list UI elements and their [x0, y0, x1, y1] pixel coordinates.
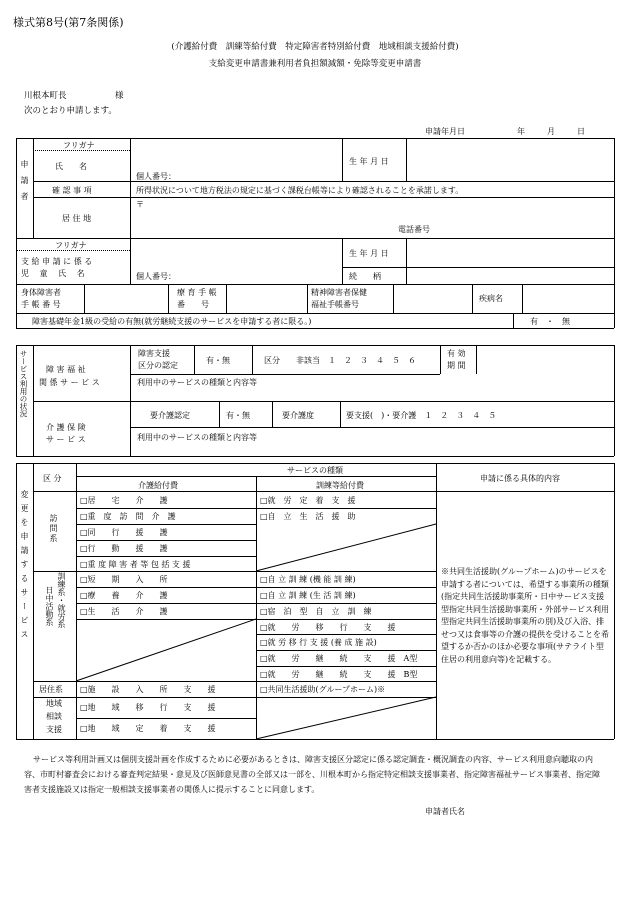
- physical-handbook-label-2: 手 帳 番 号: [21, 300, 61, 309]
- care-cert-yes-no: 有・無: [226, 411, 250, 420]
- checkbox-employment-transition[interactable]: □就 労 移 行 支 援: [260, 623, 396, 632]
- postal-mark: 〒: [136, 200, 144, 209]
- disease-label: 疾病名: [479, 294, 503, 303]
- category-values: 非該当 １ ２ ３ ４ ５ ６: [296, 356, 416, 365]
- checkbox-accompany-support[interactable]: □同 行 援 護: [80, 528, 168, 537]
- form-title-line2: 支給変更申請書兼利用者負担額減額・免除等変更申請書: [208, 59, 422, 69]
- child-label-line2: 児 童 氏 名: [21, 269, 85, 278]
- signature-label: 申請者氏名: [425, 807, 465, 816]
- ryoiku-handbook-label-1: 療 育 手 帳: [177, 288, 217, 297]
- date-year: 年: [517, 127, 525, 136]
- care-cert-label: 要介護認定: [150, 411, 190, 420]
- group-home-note: ※共同生活援助(グループホーム)のサービスを申請する者については、希望する事業所の種類(指定共同生活援助事業所・日中サービス支援型指定共同生活援助事業所・外部サービス利用型指定共同生活援助事業所の別)及び入浴、排せつ又は食事等の介護の提供を受けることを希望するか否かのほか必要な事項(サテライト型住居の利用意向等)を記載する。: [441, 567, 609, 664]
- mental-handbook-label-1: 精神障害者保健: [311, 288, 367, 297]
- checkbox-functional-training[interactable]: □自 立 訓 練 (機 能 訓 練): [260, 575, 356, 584]
- physical-handbook-label-1: 身体障害者: [21, 288, 61, 297]
- care-level-label: 要介護度: [282, 411, 314, 420]
- form-number: 様式第8号(第7条関係): [13, 16, 124, 29]
- training-benefits-header: 訓練等給付費: [316, 481, 364, 490]
- applicant-name-label: 氏 名: [55, 162, 87, 171]
- child-personal-number-label: 個人番号：: [136, 272, 176, 281]
- confirm-text: 所得状況について地方税法の規定に基づく課税台帳等により確認されることを承諾します。: [136, 186, 464, 195]
- checkbox-severe-visit-care[interactable]: □重 度 訪 問 介 護: [80, 512, 176, 521]
- applicant-section-label: 申請者: [20, 160, 29, 208]
- intro-text: 次のとおり申請します。: [24, 106, 117, 116]
- category-header: 区 分: [43, 474, 62, 483]
- service-types-header: サービスの種類: [287, 466, 343, 475]
- address-label: 居 住 地: [62, 214, 92, 223]
- details-header: 申請に係る具体的内容: [480, 474, 560, 483]
- mental-handbook-label-2: 福祉手帳番号: [311, 300, 359, 309]
- form-title-line1: (介護給付費 訓練等給付費 特定障害者特別給付費 地域相談支援給付費): [171, 42, 459, 52]
- care-benefits-header: 介護給付費: [138, 481, 178, 490]
- group-community-3: 支援: [46, 725, 62, 734]
- child-label-line1: 支 給 申 請 に 係 る: [21, 257, 93, 266]
- application-date-label: 申請年月日: [425, 127, 465, 136]
- group-community-1: 地域: [46, 699, 62, 708]
- basic-pension-question: 障害基礎年金1級の受給の有無(就労継続支援のサービスを申請する者に限る。): [32, 317, 312, 326]
- group-residence-label: 居住系: [39, 685, 63, 694]
- checkbox-life-care[interactable]: □生 活 介 護: [80, 607, 168, 616]
- checkbox-facility-admission[interactable]: □施 設 入 所 支 援: [80, 685, 216, 694]
- checkbox-community-settlement[interactable]: □地 域 定 着 支 援: [80, 724, 216, 733]
- support-category-label-1: 障害支援: [138, 349, 170, 358]
- addressee-suffix: 様: [115, 91, 124, 101]
- group-training-label: 訓練系・就労系: [57, 572, 66, 628]
- welfare-label-2: 関 係 サ ー ビ ス: [39, 378, 100, 387]
- group-day-label: 日中活動系: [45, 586, 54, 626]
- care-insurance-label-1: 介 護 保 険: [46, 423, 86, 432]
- checkbox-short-stay[interactable]: □短 期 入 所: [80, 575, 168, 584]
- applicant-personal-number-label: 個人番号：: [136, 172, 176, 181]
- checkbox-residential-training[interactable]: □宿 泊 型 自 立 訓 練: [260, 607, 372, 616]
- child-furigana-label: フリガナ: [55, 241, 87, 250]
- category-label: 区分: [264, 356, 280, 365]
- addressee: 川根本町長: [24, 91, 67, 101]
- welfare-in-use-text: 利用中のサービスの種類と内容等: [137, 378, 257, 387]
- checkbox-life-training[interactable]: □自 立 訓 練 (生 活 訓 練): [260, 591, 356, 600]
- change-section-label: 変更を申請するサービス: [20, 490, 29, 644]
- checkbox-comprehensive-support[interactable]: □重 度 障 害 者 等 包 括 支 援: [80, 560, 191, 569]
- applicant-birthdate-label: 生 年 月 日: [349, 157, 389, 166]
- child-relation-label: 続 柄: [349, 272, 381, 281]
- child-birthdate-label: 生 年 月 日: [349, 249, 389, 258]
- checkbox-community-transition[interactable]: □地 域 移 行 支 援: [80, 703, 216, 712]
- confirm-label: 確 認 事 項: [52, 186, 92, 195]
- checkbox-continuous-employment-a[interactable]: □就 労 継 続 支 援 A型: [260, 654, 418, 663]
- checkbox-employment-retention[interactable]: □就 労 定 着 支 援: [260, 496, 356, 505]
- checkbox-group-home[interactable]: □共同生活援助(グループホーム)※: [260, 685, 386, 694]
- group-visit-label: 訪問系: [49, 514, 58, 544]
- ryoiku-handbook-label-2: 番 号: [177, 300, 209, 309]
- checkbox-home-care[interactable]: □居 宅 介 護: [80, 496, 168, 505]
- date-month: 月: [547, 127, 555, 136]
- care-level-values: 要支援( )・要介護 １ ２ ３ ４ ５: [346, 411, 497, 420]
- applicant-furigana-label: フリガナ: [63, 141, 95, 150]
- consent-text: サービス等利用計画又は個別支援計画を作成するために必要があるときは、障害支援区分認定に係る認定調査・概況調査の内容、サービス利用意向聴取の内容、市町村審査会における審査判定結果・意見及び医師意見書の全部又は一部を、川根本町から指定特定相談支援事業者、指定障害福祉サービス事業者、指定障害者支援施設又は指定一般相談支援事業者の関係人に提示することに同意します。: [24, 755, 600, 794]
- phone-label: 電話番号: [398, 225, 430, 234]
- care-in-use-text: 利用中のサービスの種類と内容等: [137, 433, 257, 442]
- group-community-2: 相談: [46, 712, 62, 721]
- checkbox-employment-transition-training[interactable]: □就 労 移 行 支 援 (養 成 施 設): [260, 638, 377, 647]
- date-day: 日: [577, 127, 585, 136]
- checkbox-independent-living[interactable]: □自 立 生 活 援 助: [260, 512, 356, 521]
- basic-pension-yes-no: 有 ・ 無: [530, 317, 570, 326]
- welfare-label-1: 障 害 福 祉: [46, 365, 86, 374]
- support-category-label-2: 区分の認定: [138, 361, 178, 370]
- checkbox-continuous-employment-b[interactable]: □就 労 継 続 支 援 B型: [260, 670, 418, 679]
- care-insurance-label-2: サ ー ビ ス: [46, 435, 86, 444]
- valid-period-label-1: 有 効: [447, 349, 466, 358]
- valid-period-label-2: 期 間: [447, 361, 466, 370]
- checkbox-medical-care[interactable]: □療 養 介 護: [80, 591, 168, 600]
- support-category-yes-no: 有・無: [206, 356, 230, 365]
- checkbox-behavior-support[interactable]: □行 動 援 護: [80, 544, 168, 553]
- usage-section-label: サービス利用の状況: [19, 350, 28, 418]
